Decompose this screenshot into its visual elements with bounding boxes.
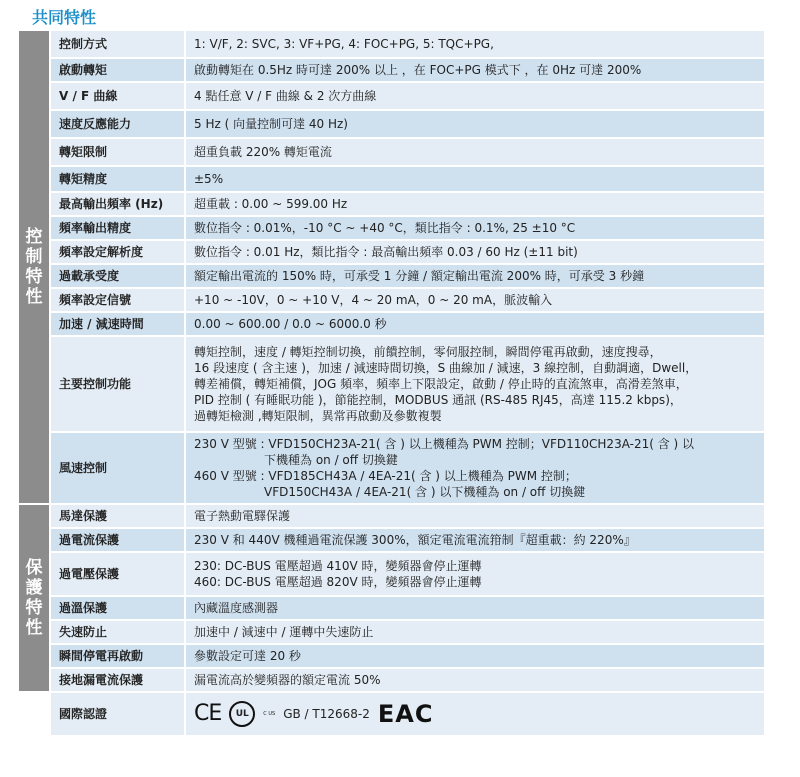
spec-label: 轉矩精度 xyxy=(50,166,185,192)
spec-value-line: 內藏溫度感測器 xyxy=(194,601,279,615)
group-char: 性 xyxy=(25,287,43,307)
spec-value-line: 230: DC-BUS 電壓超過 410V 時，變頻器會停止運轉 xyxy=(194,559,482,573)
group-char: 制 xyxy=(25,247,43,267)
spec-label: 過載承受度 xyxy=(50,264,185,288)
spec-row xyxy=(19,528,764,552)
spec-label: V / F 曲線 xyxy=(50,82,185,110)
spec-label: 速度反應能力 xyxy=(50,110,185,138)
spec-row xyxy=(19,596,764,620)
spec-value xyxy=(185,58,764,82)
spec-table xyxy=(19,31,764,737)
spec-row xyxy=(19,82,764,110)
spec-value xyxy=(185,82,764,110)
spec-row xyxy=(19,58,764,82)
spec-value-line: 超重載 : 0.00 ~ 599.00 Hz xyxy=(194,197,348,211)
spec-label: 過電流保護 xyxy=(50,528,185,552)
spec-value xyxy=(185,216,764,240)
group-protection-characteristics xyxy=(19,504,50,692)
spec-value xyxy=(185,110,764,138)
spec-value xyxy=(185,432,764,504)
section-title: 共同特性 xyxy=(32,8,97,27)
spec-value-line: 轉差補償，轉矩補償，JOG 頻率，頻率上下限設定，啟動 / 停止時的直流煞車，高滑差煞車， xyxy=(194,377,688,391)
spec-row xyxy=(19,166,764,192)
spec-label: 最高輸出頻率 (Hz) xyxy=(50,192,185,216)
spec-value-line: 超重負載 220% 轉矩電流 xyxy=(194,145,332,159)
spec-label: 頻率設定信號 xyxy=(50,288,185,312)
spec-row xyxy=(19,552,764,596)
spec-value xyxy=(185,31,764,58)
spec-value-line: 230 V 和 440V 機種過電流保護 300%，額定電流電流箝制『超重載：約 220%』 xyxy=(194,533,636,547)
cert-wrap xyxy=(194,701,764,727)
group-empty xyxy=(19,692,50,736)
group-char: 護 xyxy=(25,578,43,598)
spec-value-line: 下機種為 on / off 切換鍵 xyxy=(264,453,398,467)
ul-mark-icon xyxy=(229,701,255,727)
spec-value-line: 加速中 / 減速中 / 運轉中失速防止 xyxy=(194,625,374,639)
spec-label: 過電壓保護 xyxy=(50,552,185,596)
spec-value-line: +10 ~ -10V，0 ~ +10 V，4 ~ 20 mA，0 ~ 20 mA，脈波輸入 xyxy=(194,293,553,307)
ul-mark-text: UL xyxy=(235,709,249,719)
spec-value-line: 數位指令 : 0.01 Hz，類比指令 : 最高輸出頻率 0.03 / 60 Hz (±11 bit) xyxy=(194,245,578,259)
spec-label: 接地漏電流保護 xyxy=(50,668,185,692)
spec-row xyxy=(19,240,764,264)
spec-value-line: 電子熱動電驛保護 xyxy=(194,509,291,523)
spec-value xyxy=(185,166,764,192)
spec-value-line: 0.00 ~ 600.00 / 0.0 ~ 6000.0 秒 xyxy=(194,317,387,331)
spec-row xyxy=(19,504,764,528)
spec-value-line: 4 點任意 V / F 曲線 & 2 次方曲線 xyxy=(194,89,377,103)
spec-value xyxy=(185,504,764,528)
certification-row xyxy=(19,692,764,736)
spec-value xyxy=(185,644,764,668)
spec-value-line: 16 段速度 ( 含主速 )，加速 / 減速時間切換，S 曲線加 / 減速，3 線控制，自動調適，Dwell， xyxy=(194,361,698,375)
spec-row xyxy=(19,264,764,288)
group-char: 控 xyxy=(25,227,43,247)
ce-mark-icon: CE xyxy=(194,701,222,726)
spec-value-line: 轉矩控制，速度 / 轉矩控制切換，前饋控制，零伺服控制，瞬間停電再啟動，速度搜尋， xyxy=(194,345,662,359)
spec-value xyxy=(185,528,764,552)
spec-value xyxy=(185,192,764,216)
spec-label: 控制方式 xyxy=(50,31,185,58)
spec-value xyxy=(185,240,764,264)
spec-label: 風速控制 xyxy=(50,432,185,504)
spec-value xyxy=(185,138,764,166)
spec-value xyxy=(185,620,764,644)
spec-label: 頻率輸出精度 xyxy=(50,216,185,240)
spec-row xyxy=(19,192,764,216)
group-char: 性 xyxy=(25,618,43,638)
spec-value-line: 額定輸出電流的 150% 時，可承受 1 分鐘 / 額定輸出電流 200% 時，可承受 3 秒鐘 xyxy=(194,269,645,283)
group-char: 保 xyxy=(25,558,43,578)
spec-value-line: 460: DC-BUS 電壓超過 820V 時，變頻器會停止運轉 xyxy=(194,575,482,589)
spec-label: 啟動轉矩 xyxy=(50,58,185,82)
spec-label: 瞬間停電再啟動 xyxy=(50,644,185,668)
spec-value-line: 數位指令 : 0.01%，-10 °C ~ +40 °C，類比指令 : 0.1%, 25 ±10 °C xyxy=(194,221,576,235)
spec-label: 馬達保護 xyxy=(50,504,185,528)
group-char: 特 xyxy=(25,267,43,287)
spec-value xyxy=(185,596,764,620)
spec-label: 過溫保護 xyxy=(50,596,185,620)
spec-table-body xyxy=(19,31,764,736)
spec-value xyxy=(185,312,764,336)
spec-label: 國際認證 xyxy=(50,692,185,736)
spec-row xyxy=(19,288,764,312)
spec-row xyxy=(19,31,764,58)
spec-value-line: 5 Hz ( 向量控制可達 40 Hz) xyxy=(194,117,348,131)
ul-mark-small: C US xyxy=(263,711,276,717)
spec-value-line: 460 V 型號 : VFD185CH43A / 4EA-21( 含 ) 以上機種為 PWM 控制； xyxy=(194,469,577,483)
spec-value xyxy=(185,288,764,312)
spec-value-line: 230 V 型號 : VFD150CH23A-21( 含 ) 以上機種為 PWM 控制；VFD110CH23A-21( 含 ) 以 xyxy=(194,437,695,451)
spec-row xyxy=(19,432,764,504)
spec-row xyxy=(19,644,764,668)
spec-row xyxy=(19,620,764,644)
spec-value-line: ±5% xyxy=(194,172,224,186)
spec-value-line: PID 控制 ( 有睡眠功能 )，節能控制，MODBUS 通訊 (RS-485 RJ45，高達 115.2 kbps)， xyxy=(194,393,682,407)
spec-row xyxy=(19,312,764,336)
spec-row xyxy=(19,668,764,692)
eac-mark-icon: EAC xyxy=(377,700,434,728)
spec-value-line: 啟動轉矩在 0.5Hz 時可達 200% 以上 ，在 FOC+PG 模式下 ，在 0Hz 可達 200% xyxy=(194,63,642,77)
spec-value xyxy=(185,336,764,432)
group-control-characteristics xyxy=(19,31,50,504)
spec-value xyxy=(185,264,764,288)
spec-row xyxy=(19,216,764,240)
group-char: 特 xyxy=(25,598,43,618)
spec-label: 頻率設定解析度 xyxy=(50,240,185,264)
spec-value-line: 漏電流高於變頻器的額定電流 50% xyxy=(194,673,381,687)
spec-label: 轉矩限制 xyxy=(50,138,185,166)
spec-label: 加速 / 減速時間 xyxy=(50,312,185,336)
spec-value xyxy=(185,552,764,596)
spec-value xyxy=(185,668,764,692)
spec-value-line: VFD150CH43A / 4EA-21( 含 ) 以下機種為 on / off 切換鍵 xyxy=(264,485,586,499)
spec-value-line: 過轉矩檢測 ,轉矩限制，異常再啟動及參數複製 xyxy=(194,409,442,423)
spec-label: 主要控制功能 xyxy=(50,336,185,432)
spec-value-line: 參數設定可達 20 秒 xyxy=(194,649,301,663)
certification-marks xyxy=(185,692,764,736)
spec-row xyxy=(19,336,764,432)
spec-row xyxy=(19,110,764,138)
spec-value-line: 1: V/F, 2: SVC, 3: VF+PG, 4: FOC+PG, 5: TQC+PG, xyxy=(194,37,494,51)
spec-label: 失速防止 xyxy=(50,620,185,644)
gb-standard: GB / T12668-2 xyxy=(283,707,370,721)
spec-row xyxy=(19,138,764,166)
